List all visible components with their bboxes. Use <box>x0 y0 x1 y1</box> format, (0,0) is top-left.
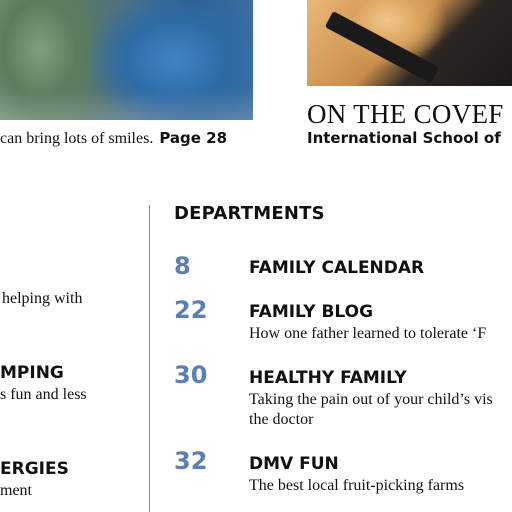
left-column-text-line: s fun and less <box>0 386 87 403</box>
dept-description: How one father learned to tolerate ‘F <box>249 325 487 342</box>
feature-photo <box>0 0 253 120</box>
dept-description: The best local fruit-picking farms <box>249 477 465 494</box>
dept-description: Taking the pain out of your child’s vis <box>249 391 493 408</box>
left-column-text-line: helping with <box>2 290 83 307</box>
cover-photo <box>307 0 512 86</box>
dept-page-number[interactable]: 30 <box>174 361 208 389</box>
dept-name-healthy-family[interactable]: HEALTHY FAMILY <box>249 368 407 388</box>
feature-page-link[interactable]: Page 28 <box>159 129 228 147</box>
dept-page-number[interactable]: 8 <box>174 252 191 280</box>
dept-description: the doctor <box>249 411 314 428</box>
column-divider <box>149 205 150 512</box>
dept-name-family-calendar[interactable]: FAMILY CALENDAR <box>249 258 425 278</box>
feature-caption-text: can bring lots of smiles. <box>0 130 154 147</box>
dept-page-number[interactable]: 22 <box>174 296 208 324</box>
on-the-cover-heading: ON THE COVEF <box>307 99 504 129</box>
on-the-cover-subheading: International School of <box>307 129 501 147</box>
left-column-text-line: ment <box>0 482 32 499</box>
feature-caption <box>0 128 253 149</box>
left-column-heading: MPING <box>0 363 64 383</box>
left-column-heading: ERGIES <box>0 459 69 479</box>
dept-page-number[interactable]: 32 <box>174 447 208 475</box>
departments-title: DEPARTMENTS <box>174 203 325 224</box>
dept-name-dmv-fun[interactable]: DMV FUN <box>249 454 339 474</box>
dept-name-family-blog[interactable]: FAMILY BLOG <box>249 302 374 322</box>
